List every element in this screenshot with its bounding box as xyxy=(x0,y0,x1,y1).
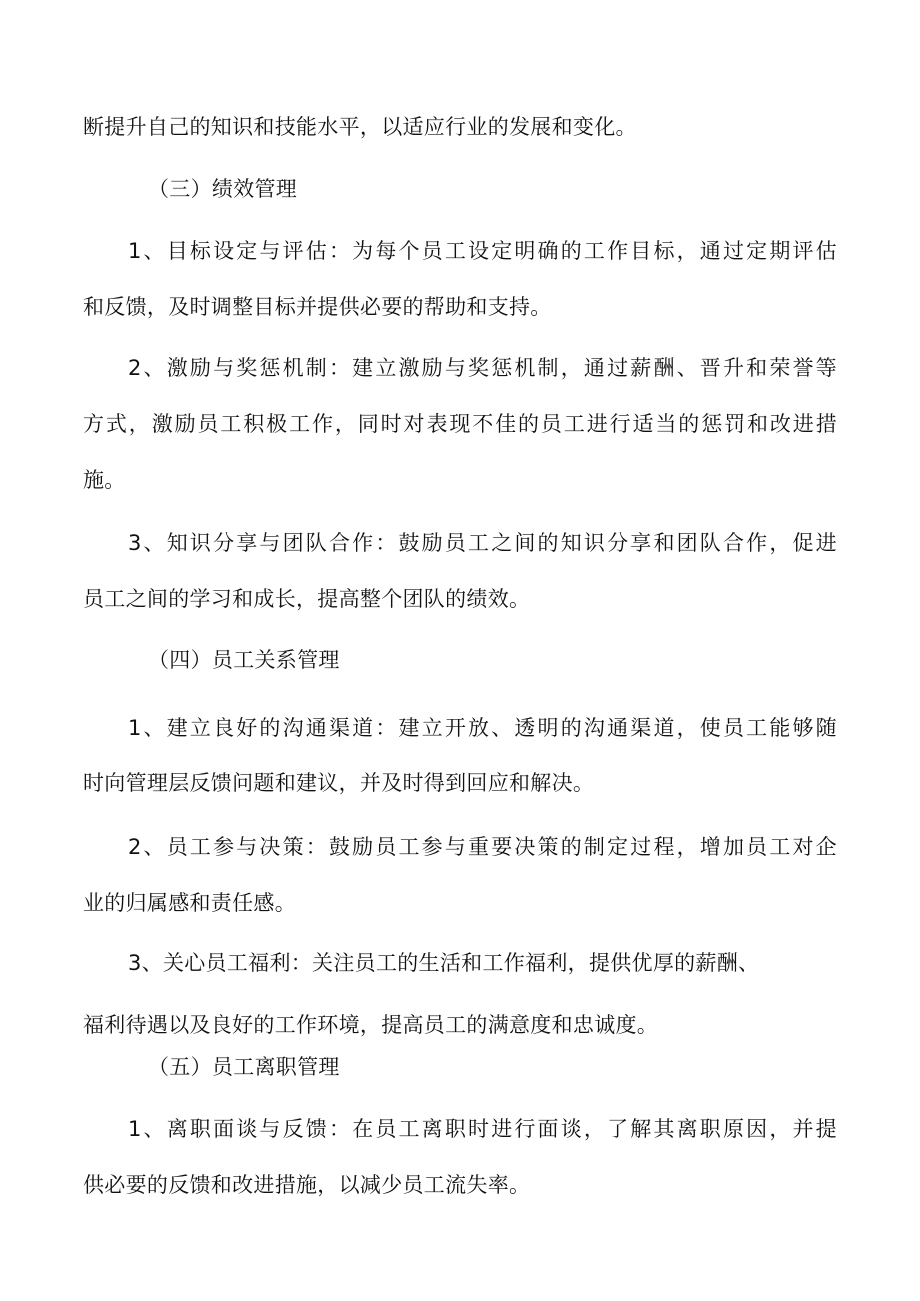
paragraph-exit-interview-line-1: 1、离职面谈与反馈：在员工离职时进行面谈，了解其离职原因，并提 xyxy=(128,1117,837,1141)
section-heading-employee-relations: （四）员工关系管理 xyxy=(148,648,340,672)
paragraph-knowledge-sharing-line-2: 员工之间的学习和成长，提高整个团队的绩效。 xyxy=(83,587,531,611)
paragraph-welfare-line-2: 福利待遇以及良好的工作环境，提高员工的满意度和忠诚度。 xyxy=(83,1013,659,1037)
paragraph-goal-setting-line-1: 1、目标设定与评估：为每个员工设定明确的工作目标，通过定期评估 xyxy=(128,239,837,263)
paragraph-goal-setting-line-2: 和反馈，及时调整目标并提供必要的帮助和支持。 xyxy=(83,295,552,319)
continued-paragraph-line: 断提升自己的知识和技能水平，以适应行业的发展和变化。 xyxy=(83,115,637,139)
paragraph-exit-interview-line-2: 供必要的反馈和改进措施，以减少员工流失率。 xyxy=(83,1173,531,1197)
section-heading-performance: （三）绩效管理 xyxy=(148,177,298,201)
paragraph-participation-line-2: 业的归属感和责任感。 xyxy=(83,891,296,915)
paragraph-communication-line-2: 时向管理层反馈问题和建议，并及时得到回应和解决。 xyxy=(83,771,595,795)
paragraph-incentive-line-2: 方式，激励员工积极工作，同时对表现不佳的员工进行适当的惩罚和改进措 xyxy=(83,412,837,436)
paragraph-participation-line-1: 2、员工参与决策：鼓励员工参与重要决策的制定过程，增加员工对企 xyxy=(128,835,837,859)
paragraph-incentive-line-1: 2、激励与奖惩机制：建立激励与奖惩机制，通过薪酬、晋升和荣誉等 xyxy=(128,356,837,380)
paragraph-knowledge-sharing-line-1: 3、知识分享与团队合作：鼓励员工之间的知识分享和团队合作，促进 xyxy=(128,531,837,555)
paragraph-communication-line-1: 1、建立良好的沟通渠道：建立开放、透明的沟通渠道，使员工能够随 xyxy=(128,716,837,740)
paragraph-incentive-line-3: 施。 xyxy=(83,468,126,492)
paragraph-welfare-line-1: 3、关心员工福利：关注员工的生活和工作福利，提供优厚的薪酬、 xyxy=(128,951,760,975)
section-heading-resignation: （五）员工离职管理 xyxy=(148,1055,340,1079)
